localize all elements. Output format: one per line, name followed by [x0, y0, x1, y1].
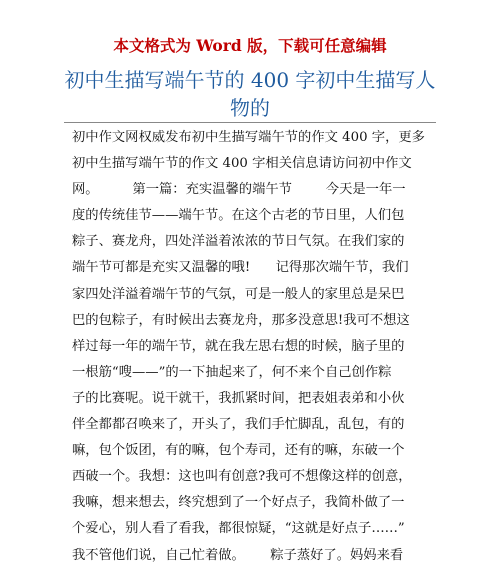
- body-line: 个爱心，别人看了看我，都很惊疑，“这就是好点子……”: [72, 521, 405, 537]
- body-line: 西破一个。我想：这也叫有创意?我可不想像这样的创意，: [72, 469, 412, 485]
- body-line: 伴全都都召唤来了，开头了，我们手忙脚乱，乱包，有的: [72, 417, 405, 433]
- document-title: [40, 66, 460, 122]
- body-line: 端午节可都是充实又温馨的哦! 记得那次端午节，我们: [72, 260, 409, 276]
- article-body: [72, 125, 432, 569]
- body-line: 一根筋“嗖——”的一下抽起来了，何不来个自己创作粽: [72, 364, 392, 380]
- title-line-1: 初中生描写端午节的 400 字初中生描写人: [64, 68, 436, 92]
- body-line: 网。 第一篇：充实温馨的端午节 今天是一年一: [72, 182, 406, 198]
- body-line: 粽子、赛龙舟，四处洋溢着浓浓的节日气氛。在我们家的: [72, 234, 405, 250]
- format-banner: 本文格式为 Word 版，下载可任意编辑: [113, 36, 387, 55]
- body-line: 巴的包粽子，有时候出去赛龙舟，那多没意思!我可不想这: [72, 312, 410, 328]
- body-line: 我不管他们说，自己忙着做。 粽子蒸好了。妈妈来看: [72, 547, 404, 563]
- body-line: 嘛，包个饭团，有的嘛，包个寿司，还有的嘛，东破一个: [72, 443, 405, 459]
- body-line: 样过每一年的端午节，就在我左思右想的时候，脑子里的: [72, 338, 405, 354]
- body-line: 子的比赛呢。说干就干，我抓紧时间，把表姐表弟和小伙: [72, 390, 405, 406]
- body-line: 家四处洋溢着端午节的气氛，可是一般人的家里总是呆巴: [72, 286, 405, 302]
- body-line: 初中生描写端午节的作文 400 字相关信息请访问初中作文: [72, 156, 412, 172]
- title-line-2: 物的: [230, 96, 270, 120]
- body-line: 初中作文网权威发布初中生描写端午节的作文 400 字，更多: [72, 130, 425, 145]
- body-line: 度的传统佳节——端午节。在这个古老的节日里，人们包: [72, 208, 405, 224]
- body-line: 我嘛，想来想去，终究想到了一个好点子，我简朴做了一: [72, 495, 405, 511]
- title-divider: [64, 122, 436, 123]
